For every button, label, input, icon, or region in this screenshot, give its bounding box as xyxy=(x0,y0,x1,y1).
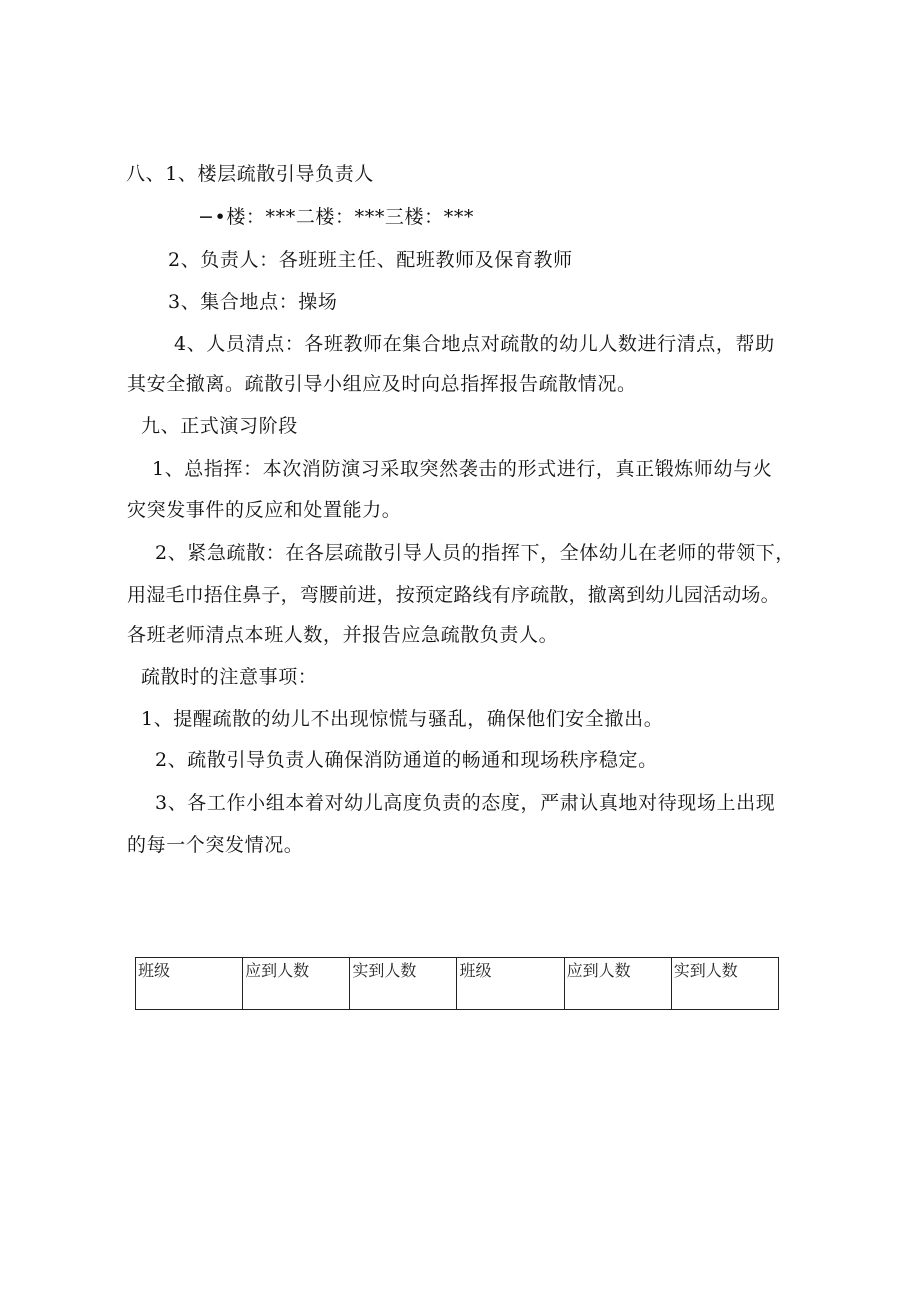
notes-heading: 疏散时的注意事项： xyxy=(141,666,318,688)
notes-item-3-line-1: 3、各工作小组本着对幼儿高度负责的态度，严肃认真地对待现场上出现 xyxy=(155,792,776,814)
section-9-item-2-line-3: 各班老师清点本班人数，并报告应急疏散负责人。 xyxy=(127,624,559,646)
header-actual-1: 实到人数 xyxy=(350,958,457,1010)
section-8-item-4-line-1: 4、人员清点：各班教师在集合地点对疏散的幼儿人数进行清点，帮助 xyxy=(174,333,775,355)
section-8-item-3: 3、集合地点：操场 xyxy=(168,291,338,313)
section-8-heading: 八、1、楼层疏散引导负责人 xyxy=(126,163,374,185)
section-8-item-2: 2、负责人：各班班主任、配班教师及保育教师 xyxy=(168,249,573,271)
attendance-table xyxy=(135,957,779,1010)
section-9-item-1-line-1: 1、总指挥：本次消防演习采取突然袭击的形式进行，真正锻炼师幼与火 xyxy=(152,458,773,480)
header-actual-2: 实到人数 xyxy=(671,958,778,1010)
table-header-row xyxy=(136,958,779,1010)
section-9-item-2-line-2: 用湿毛巾捂住鼻子，弯腰前进，按预定路线有序疏散，撤离到幼儿园活动场。 xyxy=(127,584,780,606)
notes-item-1: 1、提醒疏散的幼儿不出现惊慌与骚乱，确保他们安全撤出。 xyxy=(141,708,664,730)
section-9-item-1-line-2: 灾突发事件的反应和处置能力。 xyxy=(127,499,402,521)
header-expected-2: 应到人数 xyxy=(564,958,671,1010)
notes-item-3-line-2: 的每一个突发情况。 xyxy=(127,834,304,856)
section-8-item-4-line-2: 其安全撤离。疏散引导小组应及时向总指挥报告疏散情况。 xyxy=(127,373,637,395)
header-expected-1: 应到人数 xyxy=(243,958,350,1010)
section-9-item-2-line-1: 2、紧急疏散：在各层疏散引导人员的指挥下，全体幼儿在老师的带领下， xyxy=(155,542,795,564)
floor-leaders: −•楼：***二楼：***三楼：*** xyxy=(198,206,475,228)
header-class-1: 班级 xyxy=(136,958,243,1010)
header-class-2: 班级 xyxy=(457,958,564,1010)
notes-item-2: 2、疏散引导负责人确保消防通道的畅通和现场秩序稳定。 xyxy=(155,749,658,771)
section-9-heading: 九、正式演习阶段 xyxy=(141,415,298,437)
